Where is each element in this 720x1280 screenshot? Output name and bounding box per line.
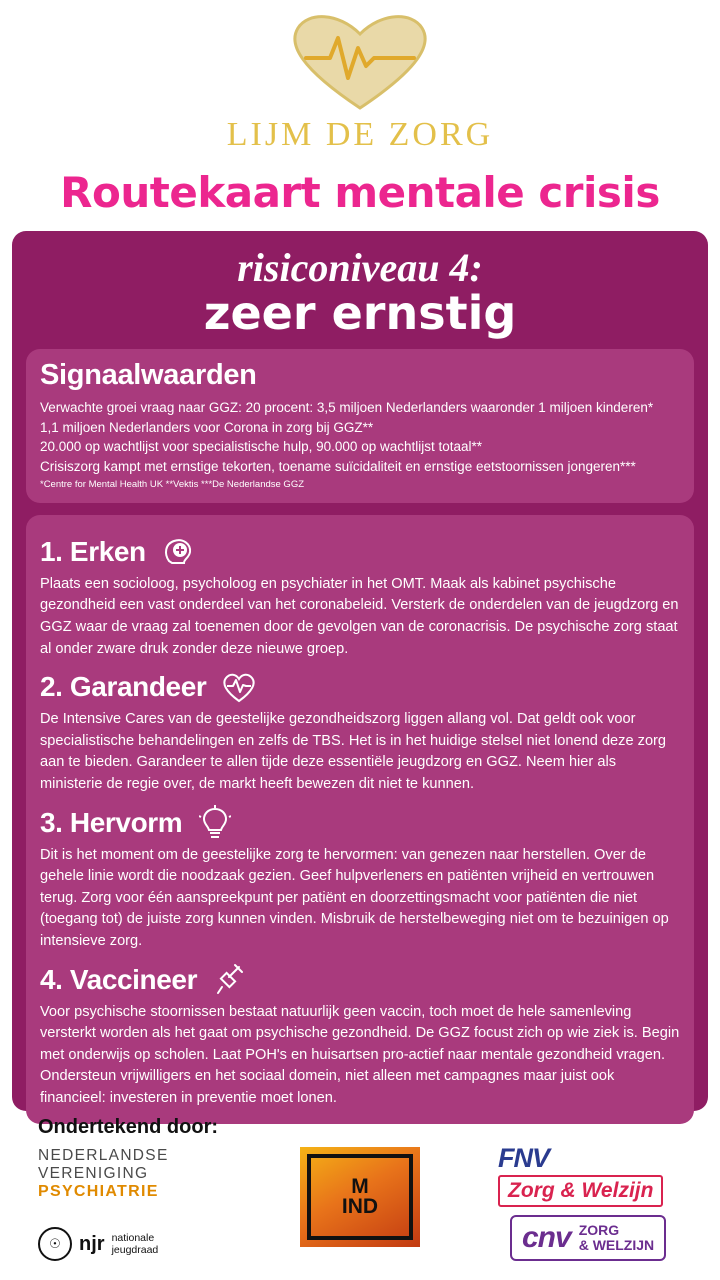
logo-nvvp [38, 1147, 248, 1201]
signal-line: Crisiszorg kampt met ernstige tekorten, toename suïcidaliteit en ernstige eetstoornissen jongeren*** [40, 458, 636, 474]
logo-cnv [510, 1215, 666, 1261]
step-body: De Intensive Cares van de geestelijke gezondheidszorg liggen allang vol. Dat geldt ook voor specialistische behandelingen en zelfs de TBS. Het is in het huidige stelsel niet lonend deze zorg aan te bieden. Garandeer te allen tijde deze essentiële jeugdzorg en GGZ. Neem hier als ministerie de regie over, de markt heeft bewezen dit niet te kunnen. [40, 711, 667, 793]
nvvp-line2: VERENIGING [38, 1165, 149, 1182]
signatories-title: Ondertekend door: [38, 1116, 219, 1138]
step-item [40, 668, 680, 795]
step-title: 3. Hervorm [40, 806, 183, 838]
step-item [40, 804, 680, 953]
logo-njr [38, 1227, 158, 1261]
heart-pulse-icon [220, 668, 258, 706]
signal-line: Verwachte groei vraag naar GGZ: 20 procent: 3,5 miljoen Nederlanders waaronder 1 miljoen kinderen* [40, 400, 654, 416]
syringe-icon [211, 961, 249, 999]
nvvp-line3: PSYCHIATRIE [38, 1183, 159, 1200]
head-plus-icon [160, 533, 198, 571]
nvvp-line1: NEDERLANDSE [38, 1147, 169, 1164]
lightbulb-icon [196, 804, 234, 842]
signatories-footer [0, 1110, 720, 1280]
signals-footnote: *Centre for Mental Health UK **Vektis ***De Nederlandse GGZ [40, 478, 305, 490]
signals-card [26, 349, 694, 503]
signals-title: Signaalwaarden [40, 359, 257, 392]
signal-line: 1,1 miljoen Nederlanders voor Corona in zorg bij GGZ** [40, 419, 374, 435]
risk-level-value: zeer ernstig [203, 286, 517, 340]
heart-ecg-icon [280, 8, 440, 112]
risk-level-label: risiconiveau 4: [237, 245, 483, 290]
step-item [40, 961, 680, 1110]
signal-line: 20.000 op wachtlijst voor specialistische hulp, 90.000 op wachtlijst totaal** [40, 439, 483, 455]
logo-wordmark: LIJM DE ZORG [226, 116, 494, 153]
signatory-logos [20, 1143, 700, 1275]
risk-panel [12, 231, 708, 1111]
cnv-line2: & WELZIJN [578, 1237, 655, 1253]
step-body: Dit is het moment om de geestelijke zorg te hervormen: van genezen naar herstellen. Over de gehele linie wordt die noodzaak gezien. Geef hulpverleners en patiënten vrijheid en vertrouwen terug. Zorg voor één aanspreekpunt per patiënt en doorzettingsmacht voor patiënten die niet (toegang tot) de juiste zorg kunnen vinden. Misbruik de herstelbeweging niet om te bezuinigen op intensieve zorg. [40, 846, 669, 950]
njr-sub1: nationale [111, 1231, 155, 1244]
logo-mind [300, 1147, 420, 1247]
step-body: Plaats een socioloog, psycholoog en psychiater in het OMT. Maak als kabinet psychische gezondheid een vast onderdeel van het coronabeleid. Versterk de onderdelen van de jeugdzorg en GGZ waar de vraag zal toenemen door de gevolgen van de coronacrisis. De psychische zorg staat al onder zware druk zonder deze nieuwe groep. [40, 575, 679, 657]
step-title: 1. Erken [40, 535, 146, 567]
fnv-subtitle: Zorg & Welzijn [498, 1175, 663, 1207]
page-title: Routekaart mentale crisis [60, 168, 660, 217]
mind-line1: M [351, 1175, 369, 1199]
njr-sub2: jeugdraad [111, 1244, 159, 1256]
cnv-wordmark: cnv [522, 1221, 571, 1254]
cnv-line1: ZORG [578, 1221, 620, 1238]
logo-fnv [498, 1143, 708, 1207]
steps-card [26, 515, 694, 1124]
step-title: 2. Garandeer [40, 671, 207, 703]
step-title: 4. Vaccineer [40, 963, 198, 995]
fnv-wordmark: FNV [498, 1143, 549, 1173]
njr-mark-icon: ☉ [38, 1227, 72, 1261]
step-item [40, 533, 680, 660]
njr-wordmark: njr [79, 1232, 105, 1255]
mind-line2: IND [341, 1195, 379, 1218]
brand-logo [0, 0, 720, 154]
step-body: Voor psychische stoornissen bestaat natuurlijk geen vaccin, toch moet de hele samenleving versterkt worden als het gaat om psychische gezondheid. De GGZ focust zich op wie ziek is. Begin met onderwijs op scholen. Laat POH's en huisartsen pro-actief naar mentale gezondheid vragen. Ondersteun vrijwilligers en het sociaal domein, niet alleen met campagnes maar juist ook financieel: investeren in preventie moet lonen. [40, 1003, 680, 1106]
